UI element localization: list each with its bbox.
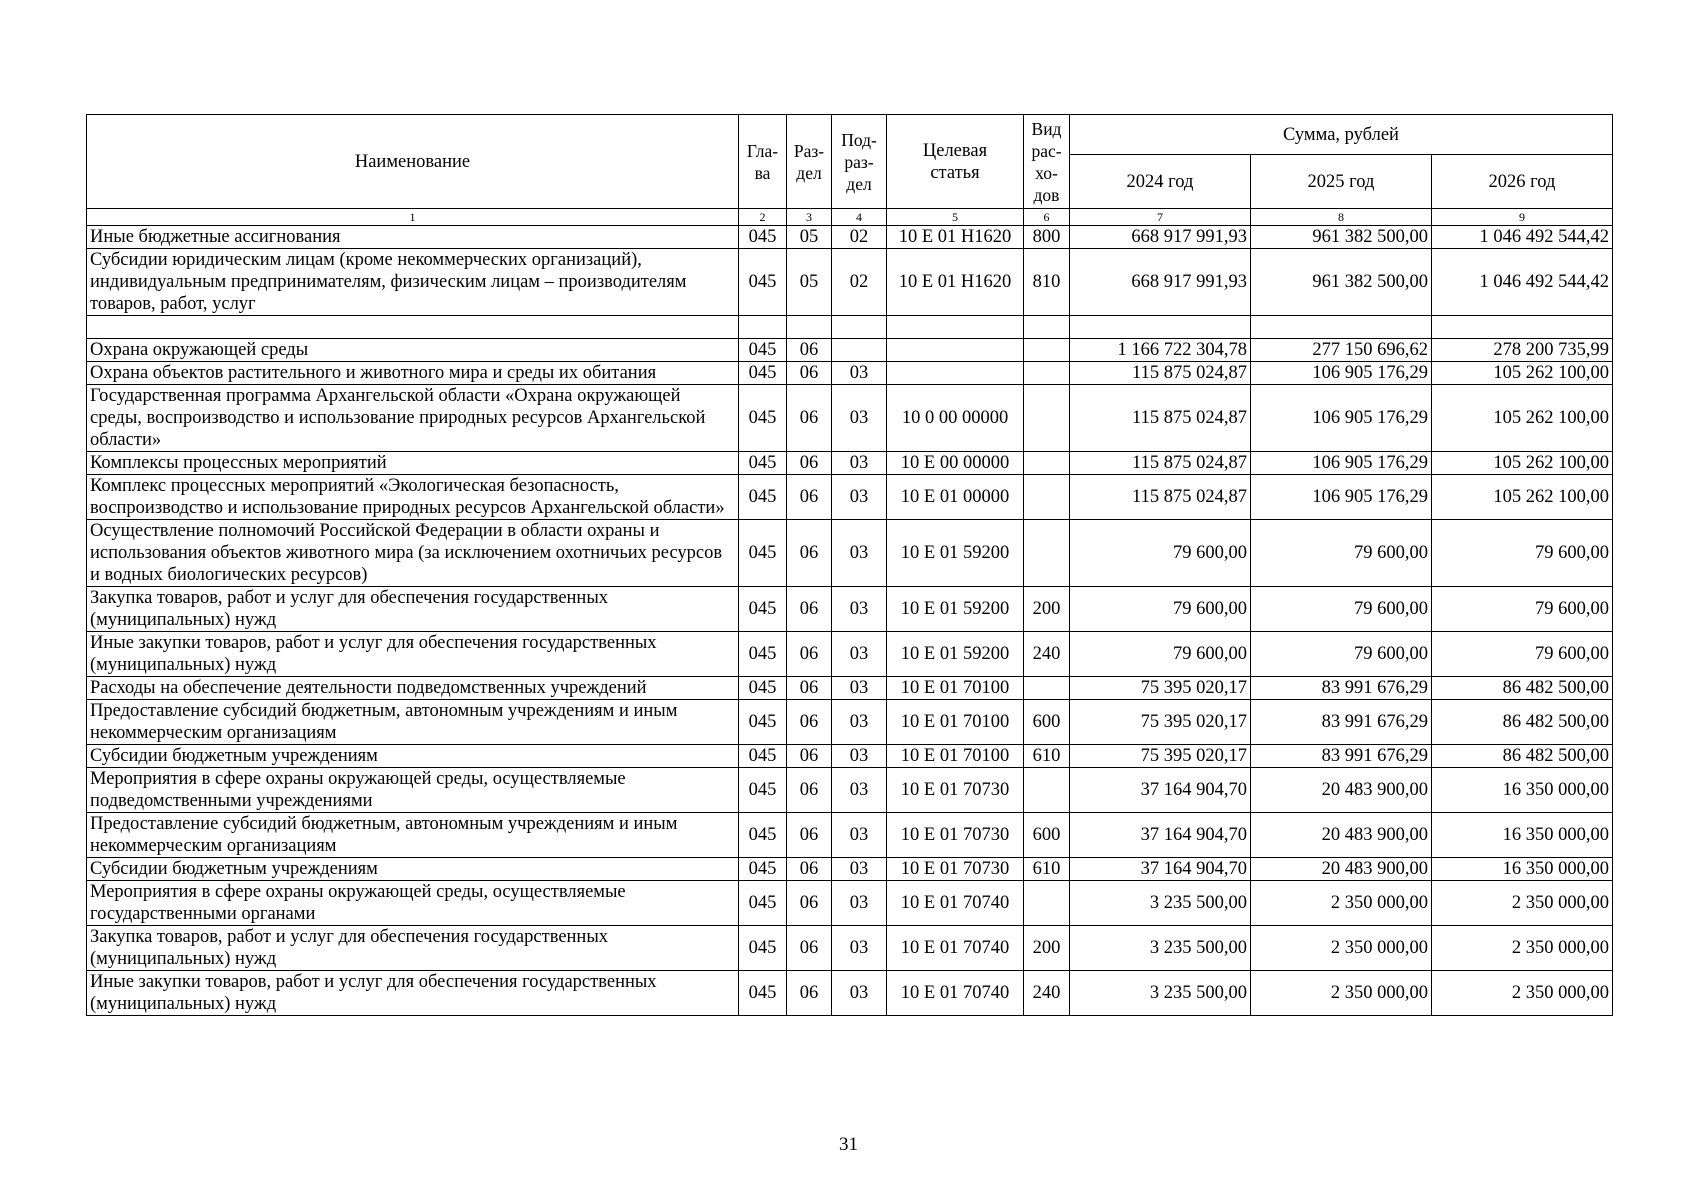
column-numbers-row (87, 209, 1613, 226)
row-expense-type (1024, 452, 1070, 475)
row-expense-type (1024, 339, 1070, 362)
row-name: Расходы на обеспечение деятельности подведомственных учреждений (87, 677, 739, 700)
row-target-article: 10 0 00 00000 (887, 385, 1024, 452)
header-year-2024: 2024 год (1070, 155, 1251, 209)
row-target-article: 10 Е 01 Н1620 (887, 249, 1024, 316)
row-amount-2025: 961 382 500,00 (1251, 226, 1432, 249)
table-row (87, 700, 1613, 745)
table-row (87, 768, 1613, 813)
row-amount-2025: 2 350 000,00 (1251, 881, 1432, 926)
table-row (87, 881, 1613, 926)
table-row (87, 475, 1613, 520)
table-row (87, 339, 1613, 362)
row-subsection: 02 (832, 226, 887, 249)
row-amount-2024: 3 235 500,00 (1070, 881, 1251, 926)
row-expense-type: 240 (1024, 971, 1070, 1016)
row-expense-type (1024, 385, 1070, 452)
row-subsection: 03 (832, 881, 887, 926)
row-subsection: 03 (832, 768, 887, 813)
column-number: 4 (832, 209, 887, 226)
row-amount-2024: 115 875 024,87 (1070, 475, 1251, 520)
row-amount-2025: 106 905 176,29 (1251, 452, 1432, 475)
row-name: Иные бюджетные ассигнования (87, 226, 739, 249)
row-expense-type (1024, 768, 1070, 813)
row-amount-2024: 3 235 500,00 (1070, 926, 1251, 971)
row-amount-2024: 75 395 020,17 (1070, 745, 1251, 768)
row-amount-2025: 106 905 176,29 (1251, 475, 1432, 520)
table-row (87, 385, 1613, 452)
row-name: Осуществление полномочий Российской Федерации в области охраны и использования объектов животного мира (за исключением охотничьих ресурсов и водных биологических ресурсов) (87, 520, 739, 587)
row-name: Предоставление субсидий бюджетным, автономным учреждениям и иным некоммерческим организациям (87, 813, 739, 858)
row-expense-type: 800 (1024, 226, 1070, 249)
column-number: 5 (887, 209, 1024, 226)
row-amount-2024: 79 600,00 (1070, 520, 1251, 587)
table-row (87, 452, 1613, 475)
row-subsection: 03 (832, 813, 887, 858)
table-row (87, 677, 1613, 700)
row-section: 06 (787, 858, 832, 881)
row-section: 05 (787, 249, 832, 316)
row-target-article: 10 Е 01 59200 (887, 587, 1024, 632)
header-section: Раз- дел (787, 115, 832, 209)
row-name: Мероприятия в сфере охраны окружающей среды, осуществляемые государственными органами (87, 881, 739, 926)
row-amount-2026: 2 350 000,00 (1432, 926, 1613, 971)
row-target-article: 10 Е 01 70100 (887, 745, 1024, 768)
row-expense-type: 810 (1024, 249, 1070, 316)
row-target-article: 10 Е 01 70730 (887, 813, 1024, 858)
row-target-article (887, 316, 1024, 339)
row-target-article: 10 Е 01 70740 (887, 881, 1024, 926)
row-subsection: 03 (832, 362, 887, 385)
table-row (87, 926, 1613, 971)
row-target-article: 10 Е 01 70740 (887, 926, 1024, 971)
table-row (87, 745, 1613, 768)
row-amount-2026: 16 350 000,00 (1432, 813, 1613, 858)
row-chapter: 045 (739, 700, 787, 745)
row-amount-2025: 79 600,00 (1251, 587, 1432, 632)
row-subsection: 03 (832, 475, 887, 520)
row-amount-2026: 105 262 100,00 (1432, 452, 1613, 475)
row-chapter: 045 (739, 677, 787, 700)
row-name: Иные закупки товаров, работ и услуг для обеспечения государственных (муниципальных) нужд (87, 971, 739, 1016)
row-expense-type: 600 (1024, 813, 1070, 858)
row-chapter: 045 (739, 339, 787, 362)
row-subsection: 03 (832, 587, 887, 632)
row-section: 06 (787, 971, 832, 1016)
row-section: 06 (787, 745, 832, 768)
row-expense-type: 240 (1024, 632, 1070, 677)
row-amount-2025: 20 483 900,00 (1251, 813, 1432, 858)
row-subsection: 03 (832, 700, 887, 745)
row-expense-type (1024, 362, 1070, 385)
row-expense-type: 600 (1024, 700, 1070, 745)
row-chapter: 045 (739, 813, 787, 858)
table-row (87, 362, 1613, 385)
row-section: 06 (787, 813, 832, 858)
row-amount-2025: 106 905 176,29 (1251, 385, 1432, 452)
row-amount-2025: 106 905 176,29 (1251, 362, 1432, 385)
row-amount-2024 (1070, 316, 1251, 339)
header-target-article: Целевая статья (887, 115, 1024, 209)
row-chapter: 045 (739, 520, 787, 587)
row-amount-2026: 105 262 100,00 (1432, 385, 1613, 452)
row-target-article: 10 Е 01 70730 (887, 858, 1024, 881)
row-amount-2025: 83 991 676,29 (1251, 677, 1432, 700)
row-name: Предоставление субсидий бюджетным, автономным учреждениям и иным некоммерческим организациям (87, 700, 739, 745)
row-section: 06 (787, 881, 832, 926)
row-amount-2026: 79 600,00 (1432, 587, 1613, 632)
row-amount-2026: 79 600,00 (1432, 520, 1613, 587)
row-amount-2026: 2 350 000,00 (1432, 881, 1613, 926)
row-amount-2024: 37 164 904,70 (1070, 858, 1251, 881)
table-row (87, 858, 1613, 881)
row-name: Закупка товаров, работ и услуг для обеспечения государственных (муниципальных) нужд (87, 926, 739, 971)
row-name: Мероприятия в сфере охраны окружающей среды, осуществляемые подведомственными учреждениями (87, 768, 739, 813)
row-name: Субсидии бюджетным учреждениям (87, 858, 739, 881)
column-number: 9 (1432, 209, 1613, 226)
table-row (87, 587, 1613, 632)
column-number: 8 (1251, 209, 1432, 226)
row-amount-2025: 2 350 000,00 (1251, 971, 1432, 1016)
row-amount-2024: 115 875 024,87 (1070, 452, 1251, 475)
row-amount-2024: 79 600,00 (1070, 587, 1251, 632)
row-target-article: 10 Е 01 00000 (887, 475, 1024, 520)
header-year-2026: 2026 год (1432, 155, 1613, 209)
row-amount-2025: 20 483 900,00 (1251, 768, 1432, 813)
row-amount-2024: 79 600,00 (1070, 632, 1251, 677)
row-name: Комплекс процессных мероприятий «Экологическая безопасность, воспроизводство и использование природных ресурсов Архангельской области» (87, 475, 739, 520)
row-amount-2026: 16 350 000,00 (1432, 858, 1613, 881)
header-name: Наименование (87, 115, 739, 209)
row-name: Охрана окружающей среды (87, 339, 739, 362)
row-name (87, 316, 739, 339)
row-section: 06 (787, 362, 832, 385)
column-number: 2 (739, 209, 787, 226)
row-subsection (832, 316, 887, 339)
table-row (87, 632, 1613, 677)
row-name: Охрана объектов растительного и животного мира и среды их обитания (87, 362, 739, 385)
empty-row (87, 316, 1613, 339)
row-amount-2026: 1 046 492 544,42 (1432, 249, 1613, 316)
row-amount-2025: 83 991 676,29 (1251, 700, 1432, 745)
row-chapter: 045 (739, 587, 787, 632)
row-expense-type: 610 (1024, 745, 1070, 768)
row-amount-2024: 75 395 020,17 (1070, 700, 1251, 745)
row-amount-2025: 961 382 500,00 (1251, 249, 1432, 316)
row-amount-2024: 668 917 991,93 (1070, 226, 1251, 249)
row-target-article: 10 Е 01 70100 (887, 677, 1024, 700)
row-amount-2025: 2 350 000,00 (1251, 926, 1432, 971)
row-section: 06 (787, 385, 832, 452)
row-section: 06 (787, 587, 832, 632)
row-chapter (739, 316, 787, 339)
row-chapter: 045 (739, 926, 787, 971)
row-amount-2024: 37 164 904,70 (1070, 813, 1251, 858)
row-amount-2025: 20 483 900,00 (1251, 858, 1432, 881)
row-section: 06 (787, 632, 832, 677)
row-subsection: 03 (832, 452, 887, 475)
row-amount-2026: 86 482 500,00 (1432, 745, 1613, 768)
row-target-article: 10 Е 01 70100 (887, 700, 1024, 745)
row-section: 05 (787, 226, 832, 249)
row-amount-2026: 79 600,00 (1432, 632, 1613, 677)
row-amount-2026: 105 262 100,00 (1432, 362, 1613, 385)
row-subsection: 02 (832, 249, 887, 316)
row-target-article (887, 339, 1024, 362)
row-name: Субсидии бюджетным учреждениям (87, 745, 739, 768)
table-row (87, 249, 1613, 316)
row-name: Закупка товаров, работ и услуг для обеспечения государственных (муниципальных) нужд (87, 587, 739, 632)
row-expense-type: 200 (1024, 587, 1070, 632)
row-expense-type (1024, 881, 1070, 926)
row-expense-type (1024, 677, 1070, 700)
row-target-article: 10 Е 00 00000 (887, 452, 1024, 475)
row-expense-type (1024, 520, 1070, 587)
page-number: 31 (839, 1134, 858, 1155)
row-amount-2024: 3 235 500,00 (1070, 971, 1251, 1016)
column-number: 6 (1024, 209, 1070, 226)
row-amount-2024: 1 166 722 304,78 (1070, 339, 1251, 362)
row-target-article: 10 Е 01 59200 (887, 520, 1024, 587)
table-row (87, 226, 1613, 249)
row-amount-2024: 37 164 904,70 (1070, 768, 1251, 813)
row-amount-2026: 86 482 500,00 (1432, 700, 1613, 745)
row-target-article: 10 Е 01 70740 (887, 971, 1024, 1016)
row-section: 06 (787, 926, 832, 971)
row-section: 06 (787, 452, 832, 475)
row-target-article: 10 Е 01 70730 (887, 768, 1024, 813)
row-subsection: 03 (832, 677, 887, 700)
row-expense-type: 200 (1024, 926, 1070, 971)
row-amount-2026: 2 350 000,00 (1432, 971, 1613, 1016)
row-amount-2026 (1432, 316, 1613, 339)
row-section (787, 316, 832, 339)
row-expense-type: 610 (1024, 858, 1070, 881)
table-body (87, 226, 1613, 1016)
row-section: 06 (787, 677, 832, 700)
row-chapter: 045 (739, 226, 787, 249)
row-chapter: 045 (739, 362, 787, 385)
row-chapter: 045 (739, 452, 787, 475)
row-subsection: 03 (832, 858, 887, 881)
row-amount-2026: 86 482 500,00 (1432, 677, 1613, 700)
column-number: 3 (787, 209, 832, 226)
row-subsection: 03 (832, 385, 887, 452)
row-name: Субсидии юридическим лицам (кроме некоммерческих организаций), индивидуальным предпринимателям, физическим лицам – производителям товаров, работ, услуг (87, 249, 739, 316)
table-row (87, 971, 1613, 1016)
row-subsection: 03 (832, 926, 887, 971)
row-target-article: 10 Е 01 59200 (887, 632, 1024, 677)
header-expense-type: Вид рас- хо- дов (1024, 115, 1070, 209)
header-chapter: Гла- ва (739, 115, 787, 209)
row-chapter: 045 (739, 249, 787, 316)
row-amount-2025 (1251, 316, 1432, 339)
row-chapter: 045 (739, 385, 787, 452)
table-row (87, 520, 1613, 587)
row-amount-2026: 278 200 735,99 (1432, 339, 1613, 362)
row-section: 06 (787, 768, 832, 813)
row-section: 06 (787, 700, 832, 745)
row-chapter: 045 (739, 881, 787, 926)
header-year-2025: 2025 год (1251, 155, 1432, 209)
row-amount-2026: 16 350 000,00 (1432, 768, 1613, 813)
row-expense-type (1024, 475, 1070, 520)
row-target-article: 10 Е 01 Н1620 (887, 226, 1024, 249)
row-chapter: 045 (739, 475, 787, 520)
row-chapter: 045 (739, 632, 787, 677)
row-amount-2024: 115 875 024,87 (1070, 385, 1251, 452)
row-amount-2025: 277 150 696,62 (1251, 339, 1432, 362)
header-sum: Сумма, рублей (1070, 115, 1613, 155)
row-section: 06 (787, 339, 832, 362)
row-section: 06 (787, 475, 832, 520)
row-expense-type (1024, 316, 1070, 339)
table-header (87, 115, 1613, 226)
row-amount-2025: 79 600,00 (1251, 632, 1432, 677)
row-subsection: 03 (832, 632, 887, 677)
row-section: 06 (787, 520, 832, 587)
row-chapter: 045 (739, 971, 787, 1016)
row-amount-2024: 115 875 024,87 (1070, 362, 1251, 385)
row-name: Иные закупки товаров, работ и услуг для обеспечения государственных (муниципальных) нужд (87, 632, 739, 677)
row-subsection: 03 (832, 745, 887, 768)
row-chapter: 045 (739, 858, 787, 881)
column-number: 7 (1070, 209, 1251, 226)
row-amount-2024: 668 917 991,93 (1070, 249, 1251, 316)
column-number: 1 (87, 209, 739, 226)
row-amount-2024: 75 395 020,17 (1070, 677, 1251, 700)
row-amount-2025: 79 600,00 (1251, 520, 1432, 587)
row-chapter: 045 (739, 768, 787, 813)
table-row (87, 813, 1613, 858)
row-amount-2025: 83 991 676,29 (1251, 745, 1432, 768)
row-chapter: 045 (739, 745, 787, 768)
row-amount-2026: 1 046 492 544,42 (1432, 226, 1613, 249)
row-subsection: 03 (832, 971, 887, 1016)
header-subsection: Под- раз- дел (832, 115, 887, 209)
budget-table (86, 114, 1613, 1016)
row-subsection (832, 339, 887, 362)
row-name: Комплексы процессных мероприятий (87, 452, 739, 475)
row-name: Государственная программа Архангельской области «Охрана окружающей среды, воспроизводство и использование природных ресурсов Архангельской области» (87, 385, 739, 452)
row-target-article (887, 362, 1024, 385)
row-subsection: 03 (832, 520, 887, 587)
row-amount-2026: 105 262 100,00 (1432, 475, 1613, 520)
